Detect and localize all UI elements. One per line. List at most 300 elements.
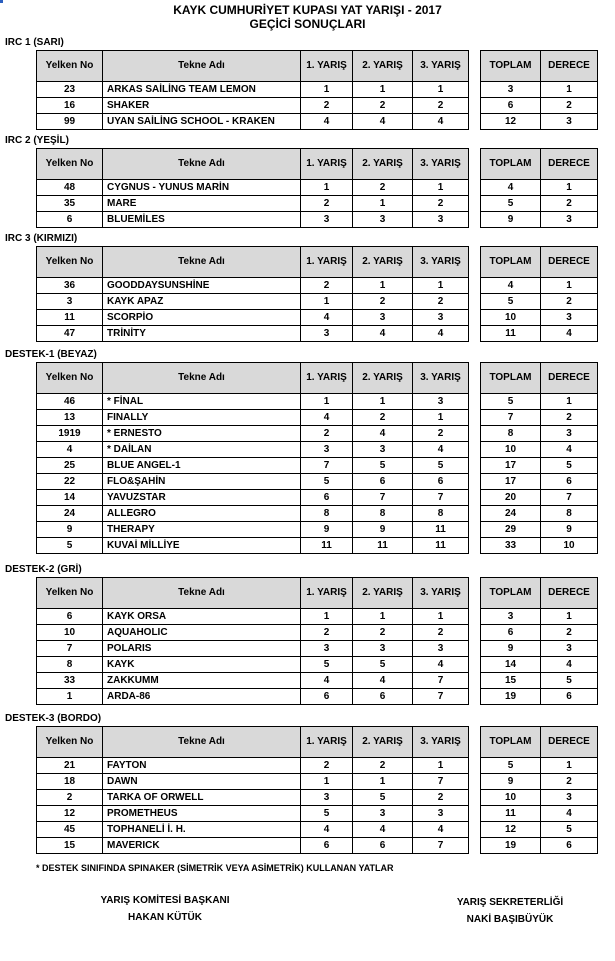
table-row (481, 758, 598, 774)
table-row (37, 474, 469, 490)
column-header-r3: 3. YARIŞ (413, 247, 469, 278)
table-row (37, 98, 469, 114)
totals-table (480, 726, 598, 854)
sail-number: 22 (37, 474, 103, 490)
sail-number: 14 (37, 490, 103, 506)
total-score: 12 (481, 822, 541, 838)
total-score: 9 (481, 641, 541, 657)
boat-name: ARKAS SAİLİNG TEAM LEMON (103, 82, 301, 98)
total-score: 7 (481, 410, 541, 426)
sail-number: 12 (37, 806, 103, 822)
sail-number: 6 (37, 212, 103, 228)
rank: 8 (541, 506, 598, 522)
header-row (37, 727, 469, 758)
header-row (37, 149, 469, 180)
sail-number: 16 (37, 98, 103, 114)
table-row (481, 394, 598, 410)
race-2-score: 3 (353, 806, 413, 822)
race-2-score: 8 (353, 506, 413, 522)
race-2-score: 6 (353, 838, 413, 854)
race-1-score: 3 (301, 442, 353, 458)
total-score: 10 (481, 442, 541, 458)
boat-name: POLARIS (103, 641, 301, 657)
signature-left-title: YARIŞ KOMİTESİ BAŞKANI (100, 895, 230, 906)
table-row (37, 82, 469, 98)
race-1-score: 6 (301, 838, 353, 854)
table-row (481, 657, 598, 673)
sail-number: 11 (37, 310, 103, 326)
race-2-score: 4 (353, 822, 413, 838)
sail-number: 1919 (37, 426, 103, 442)
table-row (481, 458, 598, 474)
column-header-toplam: TOPLAM (481, 51, 541, 82)
race-2-score: 3 (353, 310, 413, 326)
race-3-score: 3 (413, 310, 469, 326)
race-3-score: 2 (413, 790, 469, 806)
column-header-toplam: TOPLAM (481, 149, 541, 180)
table-row (481, 822, 598, 838)
column-header-r1: 1. YARIŞ (301, 727, 353, 758)
total-score: 11 (481, 806, 541, 822)
boat-name: YAVUZSTAR (103, 490, 301, 506)
race-1-score: 6 (301, 490, 353, 506)
column-header-r1: 1. YARIŞ (301, 51, 353, 82)
sail-number: 21 (37, 758, 103, 774)
race-1-score: 2 (301, 426, 353, 442)
race-3-score: 2 (413, 98, 469, 114)
table-row (37, 426, 469, 442)
race-3-score: 1 (413, 609, 469, 625)
table-row (481, 426, 598, 442)
race-2-score: 2 (353, 410, 413, 426)
table-row (37, 522, 469, 538)
total-score: 5 (481, 758, 541, 774)
boat-name: TRİNİTY (103, 326, 301, 342)
sail-number: 23 (37, 82, 103, 98)
results-table (36, 148, 469, 228)
signature-right (405, 894, 615, 928)
rank: 6 (541, 474, 598, 490)
total-score: 29 (481, 522, 541, 538)
totals-table (480, 362, 598, 554)
boat-name: MARE (103, 196, 301, 212)
column-header-toplam: TOPLAM (481, 727, 541, 758)
race-3-score: 3 (413, 394, 469, 410)
race-1-score: 7 (301, 458, 353, 474)
column-header-r3: 3. YARIŞ (413, 149, 469, 180)
race-2-score: 4 (353, 114, 413, 130)
column-header-r3: 3. YARIŞ (413, 51, 469, 82)
table-row (37, 806, 469, 822)
header-row (37, 578, 469, 609)
sail-number: 35 (37, 196, 103, 212)
race-1-score: 4 (301, 114, 353, 130)
boat-name: TOPHANELİ İ. H. (103, 822, 301, 838)
sail-number: 25 (37, 458, 103, 474)
header-row (481, 727, 598, 758)
footnote: * DESTEK SINIFINDA SPINAKER (SİMETRİK VEYA ASİMETRİK) KULLANAN YATLAR (36, 863, 394, 873)
table-row (37, 609, 469, 625)
race-1-score: 4 (301, 673, 353, 689)
class-title: DESTEK-2 (GRİ) (5, 564, 82, 575)
table-row (481, 625, 598, 641)
column-header-r1: 1. YARIŞ (301, 247, 353, 278)
race-3-score: 4 (413, 326, 469, 342)
boat-name: KAYK ORSA (103, 609, 301, 625)
total-score: 3 (481, 82, 541, 98)
column-header-derece: DERECE (541, 51, 598, 82)
table-row (481, 410, 598, 426)
race-1-score: 1 (301, 82, 353, 98)
race-3-score: 11 (413, 538, 469, 554)
table-row (481, 212, 598, 228)
sail-number: 45 (37, 822, 103, 838)
column-header-yelken: Yelken No (37, 363, 103, 394)
table-row (37, 838, 469, 854)
header-row (37, 247, 469, 278)
column-header-r2: 2. YARIŞ (353, 247, 413, 278)
rank: 3 (541, 426, 598, 442)
table-row (481, 114, 598, 130)
total-score: 17 (481, 458, 541, 474)
rank: 4 (541, 326, 598, 342)
table-row (37, 774, 469, 790)
race-2-score: 2 (353, 758, 413, 774)
boat-name: GOODDAYSUNSHİNE (103, 278, 301, 294)
column-header-toplam: TOPLAM (481, 578, 541, 609)
sail-number: 2 (37, 790, 103, 806)
column-header-derece: DERECE (541, 247, 598, 278)
sail-number: 18 (37, 774, 103, 790)
column-header-r1: 1. YARIŞ (301, 578, 353, 609)
total-score: 19 (481, 689, 541, 705)
race-3-score: 2 (413, 426, 469, 442)
table-row (481, 294, 598, 310)
total-score: 9 (481, 212, 541, 228)
rank: 3 (541, 641, 598, 657)
class-title: IRC 3 (KIRMIZI) (5, 233, 78, 244)
race-1-score: 2 (301, 625, 353, 641)
results-table (36, 577, 469, 705)
boat-name: SCORPİO (103, 310, 301, 326)
race-2-score: 2 (353, 180, 413, 196)
race-2-score: 6 (353, 689, 413, 705)
column-header-yelken: Yelken No (37, 578, 103, 609)
header-row (481, 363, 598, 394)
rank: 5 (541, 673, 598, 689)
race-3-score: 7 (413, 838, 469, 854)
total-score: 11 (481, 326, 541, 342)
column-header-r3: 3. YARIŞ (413, 578, 469, 609)
table-row (37, 657, 469, 673)
header-row (481, 578, 598, 609)
sail-number: 9 (37, 522, 103, 538)
race-3-score: 7 (413, 689, 469, 705)
column-header-r1: 1. YARIŞ (301, 363, 353, 394)
results-table (36, 362, 469, 554)
header-row (481, 149, 598, 180)
race-2-score: 3 (353, 641, 413, 657)
race-3-score: 3 (413, 212, 469, 228)
race-2-score: 4 (353, 326, 413, 342)
rank: 2 (541, 196, 598, 212)
boat-name: * ERNESTO (103, 426, 301, 442)
race-2-score: 1 (353, 196, 413, 212)
race-1-score: 2 (301, 278, 353, 294)
race-2-score: 2 (353, 294, 413, 310)
race-1-score: 5 (301, 474, 353, 490)
table-row (481, 98, 598, 114)
race-3-score: 4 (413, 657, 469, 673)
boat-name: * DAİLAN (103, 442, 301, 458)
race-2-score: 1 (353, 82, 413, 98)
rank: 2 (541, 410, 598, 426)
race-3-score: 7 (413, 673, 469, 689)
race-1-score: 1 (301, 609, 353, 625)
boat-name: BLUEMİLES (103, 212, 301, 228)
boat-name: FAYTON (103, 758, 301, 774)
race-1-score: 5 (301, 806, 353, 822)
boat-name: MAVERICK (103, 838, 301, 854)
total-score: 14 (481, 657, 541, 673)
rank: 3 (541, 790, 598, 806)
sail-number: 36 (37, 278, 103, 294)
header-row (37, 363, 469, 394)
total-score: 4 (481, 278, 541, 294)
table-row (481, 278, 598, 294)
race-3-score: 1 (413, 82, 469, 98)
totals-table (480, 246, 598, 342)
race-3-score: 4 (413, 822, 469, 838)
race-1-score: 8 (301, 506, 353, 522)
rank: 5 (541, 822, 598, 838)
race-2-score: 2 (353, 625, 413, 641)
sail-number: 13 (37, 410, 103, 426)
race-3-score: 2 (413, 196, 469, 212)
sail-number: 24 (37, 506, 103, 522)
column-header-r2: 2. YARIŞ (353, 363, 413, 394)
rank: 1 (541, 394, 598, 410)
race-3-score: 7 (413, 490, 469, 506)
race-1-score: 3 (301, 641, 353, 657)
sail-number: 33 (37, 673, 103, 689)
race-2-score: 11 (353, 538, 413, 554)
race-3-score: 2 (413, 294, 469, 310)
table-row (481, 180, 598, 196)
total-score: 12 (481, 114, 541, 130)
race-2-score: 9 (353, 522, 413, 538)
boat-name: AQUAHOLIC (103, 625, 301, 641)
boat-name: KAYK (103, 657, 301, 673)
rank: 5 (541, 458, 598, 474)
column-header-toplam: TOPLAM (481, 363, 541, 394)
race-3-score: 3 (413, 806, 469, 822)
table-row (481, 506, 598, 522)
race-3-score: 1 (413, 758, 469, 774)
race-1-score: 1 (301, 394, 353, 410)
race-1-score: 3 (301, 212, 353, 228)
table-row (481, 490, 598, 506)
race-1-score: 9 (301, 522, 353, 538)
rank: 1 (541, 180, 598, 196)
rank: 3 (541, 212, 598, 228)
race-1-score: 1 (301, 294, 353, 310)
rank: 3 (541, 310, 598, 326)
race-1-score: 4 (301, 822, 353, 838)
table-row (37, 625, 469, 641)
table-row (37, 196, 469, 212)
race-3-score: 1 (413, 278, 469, 294)
totals-table (480, 577, 598, 705)
table-row (481, 774, 598, 790)
race-3-score: 4 (413, 442, 469, 458)
signature-left (60, 892, 270, 926)
table-row (37, 490, 469, 506)
rank: 4 (541, 657, 598, 673)
table-row (37, 506, 469, 522)
column-header-yelken: Yelken No (37, 727, 103, 758)
header-row (37, 51, 469, 82)
header-row (481, 247, 598, 278)
boat-name: FLO&ŞAHİN (103, 474, 301, 490)
rank: 1 (541, 82, 598, 98)
sail-number: 47 (37, 326, 103, 342)
total-score: 10 (481, 790, 541, 806)
race-3-score: 7 (413, 774, 469, 790)
table-row (481, 442, 598, 458)
column-header-r3: 3. YARIŞ (413, 363, 469, 394)
totals-table (480, 148, 598, 228)
boat-name: TARKA OF ORWELL (103, 790, 301, 806)
column-header-derece: DERECE (541, 149, 598, 180)
sail-number: 99 (37, 114, 103, 130)
signature-right-title: YARIŞ SEKRETERLİĞİ (456, 897, 564, 908)
rank: 2 (541, 625, 598, 641)
race-2-score: 1 (353, 278, 413, 294)
class-title: IRC 1 (SARI) (5, 37, 64, 48)
total-score: 6 (481, 98, 541, 114)
column-header-r2: 2. YARIŞ (353, 149, 413, 180)
sail-number: 8 (37, 657, 103, 673)
race-2-score: 5 (353, 790, 413, 806)
rank: 7 (541, 490, 598, 506)
class-title: DESTEK-1 (BEYAZ) (5, 349, 97, 360)
column-header-tekne: Tekne Adı (103, 363, 301, 394)
race-2-score: 3 (353, 212, 413, 228)
column-header-derece: DERECE (541, 727, 598, 758)
table-row (37, 538, 469, 554)
column-header-r3: 3. YARIŞ (413, 727, 469, 758)
total-score: 24 (481, 506, 541, 522)
sail-number: 5 (37, 538, 103, 554)
total-score: 8 (481, 426, 541, 442)
rank: 1 (541, 609, 598, 625)
race-1-score: 1 (301, 180, 353, 196)
table-row (481, 641, 598, 657)
rank: 2 (541, 774, 598, 790)
sail-number: 1 (37, 689, 103, 705)
boat-name: SHAKER (103, 98, 301, 114)
sail-number: 15 (37, 838, 103, 854)
total-score: 5 (481, 196, 541, 212)
total-score: 5 (481, 394, 541, 410)
table-row (37, 180, 469, 196)
rank: 4 (541, 442, 598, 458)
boat-name: DAWN (103, 774, 301, 790)
table-row (481, 609, 598, 625)
race-1-score: 2 (301, 758, 353, 774)
table-row (37, 790, 469, 806)
rank: 9 (541, 522, 598, 538)
results-table (36, 50, 469, 130)
column-header-derece: DERECE (541, 578, 598, 609)
race-1-score: 2 (301, 98, 353, 114)
table-row (481, 689, 598, 705)
race-2-score: 7 (353, 490, 413, 506)
sail-number: 48 (37, 180, 103, 196)
race-1-score: 6 (301, 689, 353, 705)
column-header-r2: 2. YARIŞ (353, 578, 413, 609)
race-1-score: 1 (301, 774, 353, 790)
race-1-score: 3 (301, 326, 353, 342)
boat-name: CYGNUS - YUNUS MARİN (103, 180, 301, 196)
race-3-score: 5 (413, 458, 469, 474)
rank: 2 (541, 294, 598, 310)
results-table (36, 726, 469, 854)
table-row (481, 196, 598, 212)
total-score: 15 (481, 673, 541, 689)
table-row (37, 458, 469, 474)
table-row (37, 641, 469, 657)
race-3-score: 11 (413, 522, 469, 538)
table-row (37, 673, 469, 689)
total-score: 10 (481, 310, 541, 326)
column-header-yelken: Yelken No (37, 149, 103, 180)
boat-name: KUVAİ MİLLİYE (103, 538, 301, 554)
boat-name: BLUE ANGEL-1 (103, 458, 301, 474)
race-1-score: 4 (301, 410, 353, 426)
table-row (481, 806, 598, 822)
total-score: 20 (481, 490, 541, 506)
table-row (481, 474, 598, 490)
sail-number: 46 (37, 394, 103, 410)
rank: 6 (541, 689, 598, 705)
table-row (37, 114, 469, 130)
race-1-score: 5 (301, 657, 353, 673)
race-3-score: 8 (413, 506, 469, 522)
signature-right-name: NAKİ BAŞIBÜYÜK (466, 914, 554, 925)
rank: 2 (541, 98, 598, 114)
page-title: KAYK CUMHURİYET KUPASI YAT YARIŞI - 2017 (173, 3, 442, 17)
race-3-score: 2 (413, 625, 469, 641)
total-score: 19 (481, 838, 541, 854)
race-2-score: 4 (353, 673, 413, 689)
table-row (481, 673, 598, 689)
table-row (37, 294, 469, 310)
boat-name: ARDA-86 (103, 689, 301, 705)
column-header-tekne: Tekne Adı (103, 247, 301, 278)
race-3-score: 1 (413, 410, 469, 426)
race-3-score: 6 (413, 474, 469, 490)
race-3-score: 1 (413, 180, 469, 196)
total-score: 5 (481, 294, 541, 310)
column-header-r1: 1. YARIŞ (301, 149, 353, 180)
table-row (37, 310, 469, 326)
race-2-score: 5 (353, 458, 413, 474)
table-row (37, 410, 469, 426)
total-score: 9 (481, 774, 541, 790)
boat-name: FINALLY (103, 410, 301, 426)
